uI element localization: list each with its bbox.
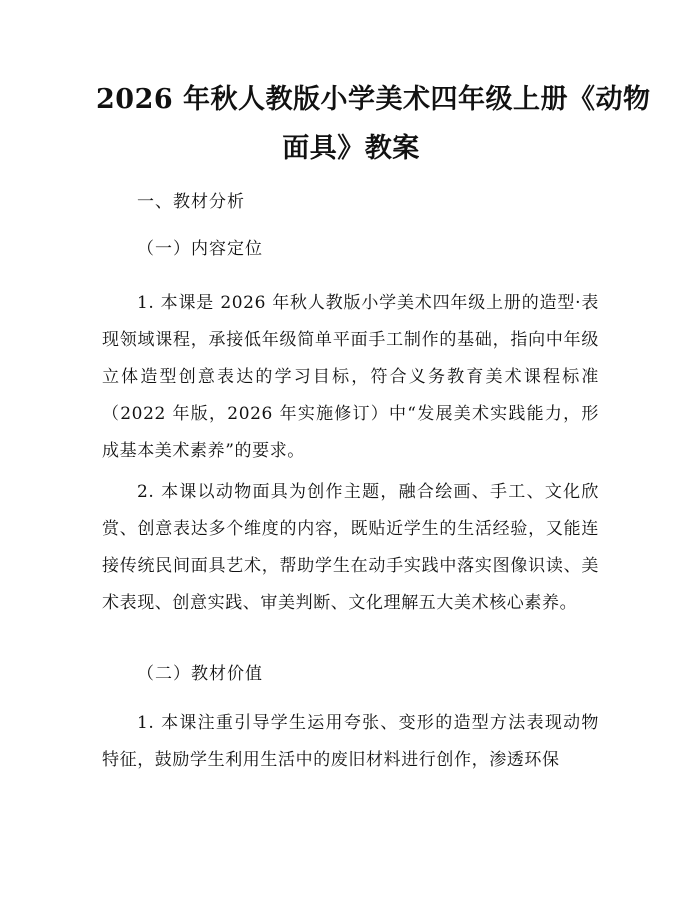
document-title-line-2: 面具》教案 [282, 133, 420, 164]
subsection-heading-content-positioning: （一）内容定位 [137, 239, 263, 259]
paragraph-content-positioning-1: 1. 本课是 2026 年秋人教版小学美术四年级上册的造型·表现领域课程，承接低年级简单平面手工制作的基础，指向中年级立体造型创意表达的学习目标，符合义务教育美术课程标准（2022 年版，2026 年实施修订）中“发展美术实践能力，形成基本美术素养”的要求。 [102, 293, 599, 461]
subsection-heading-material-value: （二）教材价值 [137, 664, 263, 684]
section-heading-teaching-material-analysis: 一、教材分析 [137, 192, 245, 212]
paragraph-content-positioning-2: 2. 本课以动物面具为创作主题，融合绘画、手工、文化欣赏、创意表达多个维度的内容，既贴近学生的生活经验，又能连接传统民间面具艺术，帮助学生在动手实践中落实图像识读、美术表现、创意实践、审美判断、文化理解五大美术核心素养。 [102, 482, 599, 613]
document-title-line-1: 2026 年秋人教版小学美术四年级上册《动物 [96, 84, 651, 115]
paragraph-material-value-1: 1. 本课注重引导学生运用夸张、变形的造型方法表现动物特征，鼓励学生利用生活中的废旧材料进行创作，渗透环保 [102, 713, 599, 770]
